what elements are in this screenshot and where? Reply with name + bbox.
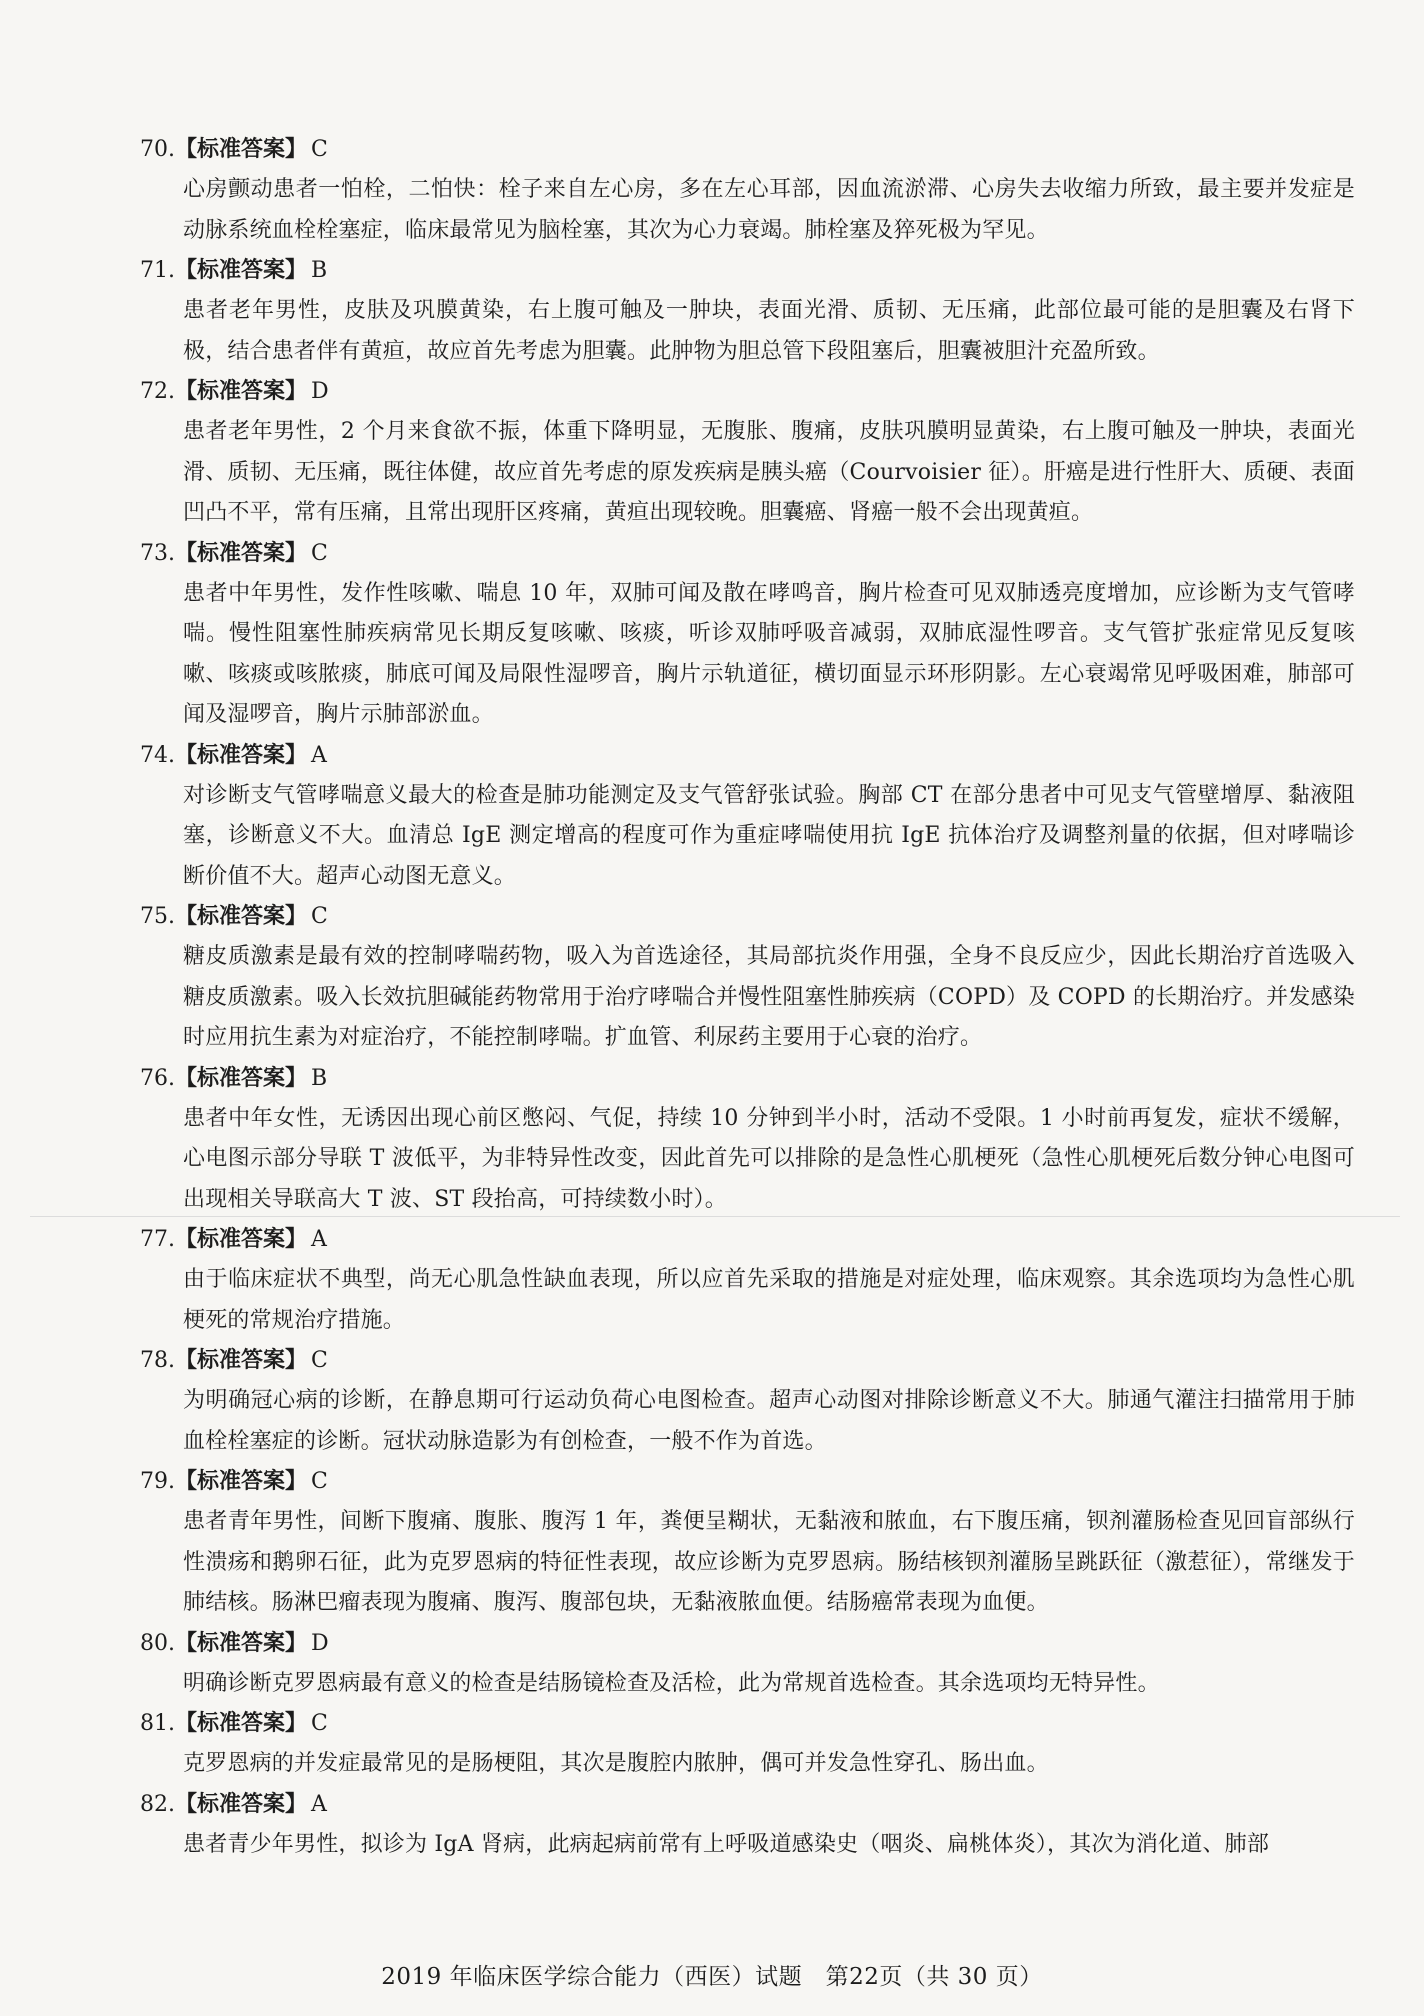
explanation-text: 对诊断支气管哮喘意义最大的检查是肺功能测定及支气管舒张试验。胸部 CT 在部分患者中可见支气管壁增厚、黏液阻塞，诊断意义不大。血清总 IgE 测定增高的程度可作为重症哮喘使用抗 IgE 抗体治疗及调整剂量的依据，但对哮喘诊断价值不大。超声心动图无意义。	[183, 782, 1355, 889]
question-number: 80.	[140, 1630, 175, 1656]
answer-item	[140, 1785, 1355, 1866]
answer-heading	[140, 534, 1355, 574]
standard-answer-label: 【标准答案】	[175, 258, 308, 283]
question-number: 78.	[140, 1348, 175, 1373]
answer-item	[140, 1704, 1355, 1785]
page-footer: 2019 年临床医学综合能力（西医）试题 第22页（共 30 页）	[381, 1964, 1043, 1990]
standard-answer-label: 【标准答案】	[175, 1469, 308, 1494]
answer-heading	[140, 1785, 1355, 1825]
standard-answer-label: 【标准答案】	[175, 540, 308, 566]
answer-letter: D	[311, 379, 329, 404]
answer-list	[140, 130, 1355, 1865]
question-number: 77.	[140, 1227, 175, 1252]
explanation-text: 患者青年男性，间断下腹痛、腹胀、腹泻 1 年，粪便呈糊状，无黏液和脓血，右下腹压痛，钡剂灌肠检查见回盲部纵行性溃疡和鹅卵石征，此为克罗恩病的特征性表现，故应诊断为克罗恩病。肠结核钡剂灌肠呈跳跃征（激惹征），常继发于肺结核。肠淋巴瘤表现为腹痛、腹泻、腹部包块，无黏液脓血便。结肠癌常表现为血便。	[183, 1509, 1355, 1615]
answer-letter: A	[311, 742, 327, 768]
answer-letter: C	[311, 137, 328, 162]
answer-letter: A	[311, 1227, 327, 1252]
question-number: 73.	[140, 540, 175, 566]
answer-letter: B	[311, 258, 328, 283]
standard-answer-label: 【标准答案】	[175, 904, 308, 929]
answer-letter: C	[311, 1348, 328, 1373]
question-number: 82.	[140, 1791, 175, 1817]
answer-heading	[140, 130, 1355, 170]
standard-answer-label: 【标准答案】	[175, 1065, 308, 1091]
answer-letter: A	[311, 1791, 327, 1817]
standard-answer-label: 【标准答案】	[175, 1348, 308, 1373]
question-number: 72.	[140, 379, 175, 404]
question-number: 76.	[140, 1065, 175, 1091]
standard-answer-label: 【标准答案】	[175, 379, 308, 404]
answer-letter: C	[311, 1469, 328, 1494]
answer-letter: D	[311, 1630, 329, 1656]
answer-heading	[140, 1704, 1355, 1744]
explanation-text: 心房颤动患者一怕栓，二怕快：栓子来自左心房，多在左心耳部，因血流淤滞、心房失去收缩力所致，最主要并发症是动脉系统血栓栓塞症，临床最常见为脑栓塞，其次为心力衰竭。肺栓塞及猝死极为罕见。	[183, 177, 1355, 243]
answer-item	[140, 1059, 1355, 1221]
answer-heading	[140, 1341, 1355, 1381]
answer-heading	[140, 736, 1355, 776]
answer-heading	[140, 251, 1355, 291]
standard-answer-label: 【标准答案】	[175, 742, 308, 768]
answer-item	[140, 372, 1355, 534]
question-number: 79.	[140, 1469, 175, 1494]
answer-item	[140, 1341, 1355, 1462]
question-number: 70.	[140, 137, 175, 162]
question-number: 71.	[140, 258, 175, 283]
answer-item	[140, 534, 1355, 736]
explanation-text: 患者老年男性，皮肤及巩膜黄染，右上腹可触及一肿块，表面光滑、质韧、无压痛，此部位最可能的是胆囊及右肾下极，结合患者伴有黄疸，故应首先考虑为胆囊。此肿物为胆总管下段阻塞后，胆囊被胆汁充盈所致。	[183, 298, 1355, 364]
answer-letter: B	[311, 1065, 328, 1091]
standard-answer-label: 【标准答案】	[175, 1711, 308, 1736]
answer-item	[140, 1624, 1355, 1705]
answer-letter: C	[311, 540, 328, 566]
explanation-text: 由于临床症状不典型，尚无心肌急性缺血表现，所以应首先采取的措施是对症处理，临床观察。其余选项均为急性心肌梗死的常规治疗措施。	[183, 1267, 1355, 1333]
question-number: 74.	[140, 742, 175, 768]
answer-heading	[140, 1624, 1355, 1664]
question-number: 81.	[140, 1711, 175, 1736]
explanation-text: 糖皮质激素是最有效的控制哮喘药物，吸入为首选途径，其局部抗炎作用强，全身不良反应少，因此长期治疗首选吸入糖皮质激素。吸入长效抗胆碱能药物常用于治疗哮喘合并慢性阻塞性肺疾病（COPD）及 COPD 的长期治疗。并发感染时应用抗生素为对症治疗，不能控制哮喘。扩血管、利尿药主要用于心衰的治疗。	[183, 944, 1355, 1050]
answer-letter: C	[311, 1711, 328, 1736]
answer-item	[140, 1462, 1355, 1624]
standard-answer-label: 【标准答案】	[175, 1791, 308, 1817]
answer-item	[140, 130, 1355, 251]
answer-item	[140, 736, 1355, 898]
answer-letter: C	[311, 904, 328, 929]
answer-heading	[140, 897, 1355, 937]
explanation-text: 患者中年男性，发作性咳嗽、喘息 10 年，双肺可闻及散在哮鸣音，胸片检查可见双肺透亮度增加，应诊断为支气管哮喘。慢性阻塞性肺疾病常见长期反复咳嗽、咳痰，听诊双肺呼吸音减弱，双肺底湿性啰音。支气管扩张症常见反复咳嗽、咳痰或咳脓痰，肺底可闻及局限性湿啰音，胸片示轨道征，横切面显示环形阴影。左心衰竭常见呼吸困难，肺部可闻及湿啰音，胸片示肺部淤血。	[183, 580, 1355, 727]
answer-heading	[140, 1462, 1355, 1502]
standard-answer-label: 【标准答案】	[175, 137, 308, 162]
standard-answer-label: 【标准答案】	[175, 1227, 308, 1252]
answer-item	[140, 897, 1355, 1059]
answer-heading	[140, 372, 1355, 412]
explanation-text: 明确诊断克罗恩病最有意义的检查是结肠镜检查及活检，此为常规首选检查。其余选项均无特异性。	[183, 1670, 1160, 1696]
explanation-text: 为明确冠心病的诊断，在静息期可行运动负荷心电图检查。超声心动图对排除诊断意义不大。肺通气灌注扫描常用于肺血栓栓塞症的诊断。冠状动脉造影为有创检查，一般不作为首选。	[183, 1388, 1355, 1454]
explanation-text: 患者老年男性，2 个月来食欲不振，体重下降明显，无腹胀、腹痛，皮肤巩膜明显黄染，右上腹可触及一肿块，表面光滑、质韧、无压痛，既往体健，故应首先考虑的原发疾病是胰头癌（Courvoisier 征）。肝癌是进行性肝大、质硬、表面凹凸不平，常有压痛，且常出现肝区疼痛，黄疸出现较晚。胆囊癌、肾癌一般不会出现黄疸。	[183, 419, 1355, 525]
explanation-text: 患者中年女性，无诱因出现心前区憋闷、气促，持续 10 分钟到半小时，活动不受限。1 小时前再复发，症状不缓解，心电图示部分导联 T 波低平，为非特异性改变，因此首先可以排除的是急性心肌梗死（急性心肌梗死后数分钟心电图可出现相关导联高大 T 波、ST 段抬高，可持续数小时）。	[183, 1105, 1355, 1212]
answer-item	[140, 1220, 1355, 1341]
explanation-text: 患者青少年男性，拟诊为 IgA 肾病，此病起病前常有上呼吸道感染史（咽炎、扁桃体炎），其次为消化道、肺部	[183, 1831, 1270, 1857]
standard-answer-label: 【标准答案】	[175, 1630, 308, 1656]
answer-item	[140, 251, 1355, 372]
question-number: 75.	[140, 904, 175, 929]
explanation-text: 克罗恩病的并发症最常见的是肠梗阻，其次是腹腔内脓肿，偶可并发急性穿孔、肠出血。	[183, 1751, 1049, 1776]
answer-heading	[140, 1059, 1355, 1099]
answer-heading	[140, 1220, 1355, 1260]
